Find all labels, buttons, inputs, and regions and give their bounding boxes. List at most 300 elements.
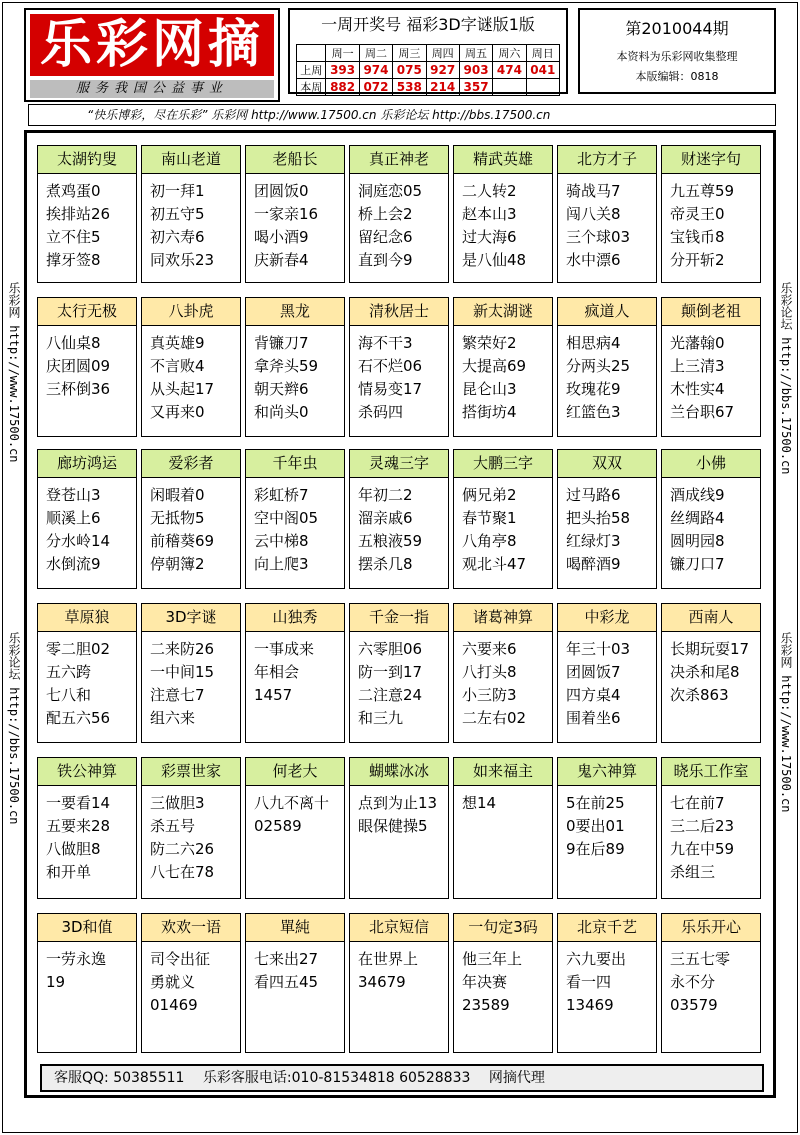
puzzle-cell	[557, 449, 657, 589]
puzzle-line: 配五六56	[46, 709, 111, 727]
puzzle-cell	[349, 913, 449, 1053]
draw-day-header: 周五	[459, 45, 492, 62]
puzzle-cell-title: 真正神老	[350, 146, 448, 174]
puzzle-line: 观北斗47	[462, 555, 527, 573]
puzzle-line: 闯八关8	[566, 205, 621, 223]
puzzle-line: 云中梯8	[254, 532, 309, 550]
puzzle-grid	[24, 130, 776, 1098]
puzzle-cell-title: 诸葛神算	[454, 604, 552, 632]
puzzle-cell	[661, 449, 761, 589]
puzzle-line: 03579	[670, 996, 718, 1014]
footer-bar	[40, 1064, 764, 1092]
puzzle-cell-body	[350, 174, 448, 272]
puzzle-line: 一中间15	[150, 663, 215, 681]
puzzle-line: 一家亲16	[254, 205, 319, 223]
draw-number: 357	[459, 79, 492, 96]
puzzle-line: 和三九	[358, 709, 404, 727]
puzzle-line: 02589	[254, 817, 302, 835]
puzzle-cell	[141, 145, 241, 283]
puzzle-line: 初五守5	[150, 205, 205, 223]
puzzle-line: 九在中59	[670, 840, 735, 858]
puzzle-cell-body	[662, 478, 760, 576]
puzzle-line: 5在前25	[566, 794, 625, 812]
puzzle-cell-title: 草原狼	[38, 604, 136, 632]
side-link-right-bottom: 乐彩网 http://www.17500.cn	[779, 632, 793, 813]
puzzle-line: 洞庭恋05	[358, 182, 423, 200]
puzzle-line: 分水岭14	[46, 532, 111, 550]
puzzle-line: 八打头8	[462, 663, 517, 681]
puzzle-cell	[453, 297, 553, 437]
puzzle-cell	[349, 145, 449, 283]
puzzle-line: 想14	[462, 794, 497, 812]
puzzle-cell	[141, 297, 241, 437]
puzzle-line: 一要看14	[46, 794, 111, 812]
puzzle-line: 三个球03	[566, 228, 631, 246]
puzzle-line: 六要来6	[462, 640, 517, 658]
puzzle-line: 红篮色3	[566, 403, 621, 421]
puzzle-cell-title: 新太湖谜	[454, 298, 552, 326]
side-link-left-bottom: 乐彩论坛 http://bbs.17500.cn	[7, 632, 21, 825]
puzzle-cell-body	[662, 786, 760, 884]
logo	[24, 8, 280, 102]
puzzle-cell-title: 3D字谜	[142, 604, 240, 632]
puzzle-cell-title: 铁公神算	[38, 758, 136, 786]
puzzle-line: 九五尊59	[670, 182, 735, 200]
issue-number: 第2010044期	[625, 19, 729, 38]
puzzle-line: 点到为止13	[358, 794, 438, 812]
puzzle-line: 是八仙48	[462, 251, 527, 269]
puzzle-line: 杀五号	[150, 817, 196, 835]
puzzle-line: 顺溪上6	[46, 509, 101, 527]
side-link-left-top: 乐彩网 http://www.17500.cn	[7, 282, 21, 463]
puzzle-line: 过大海6	[462, 228, 517, 246]
puzzle-cell-body	[246, 786, 344, 838]
puzzle-cell-body	[246, 326, 344, 424]
puzzle-line: 俩兄弟2	[462, 486, 517, 504]
draw-day-header: 周二	[359, 45, 392, 62]
puzzle-line: 注意七7	[150, 686, 205, 704]
puzzle-cell-body	[350, 786, 448, 838]
puzzle-line: 杀码四	[358, 403, 404, 421]
puzzle-cell-title: 颠倒老祖	[662, 298, 760, 326]
puzzle-cell-title: 3D和值	[38, 914, 136, 942]
puzzle-line: 从头起17	[150, 380, 215, 398]
puzzle-line: 情易变17	[358, 380, 423, 398]
puzzle-line: 水中漂6	[566, 251, 621, 269]
puzzle-cell	[245, 757, 345, 899]
puzzle-cell-body	[558, 478, 656, 576]
puzzle-line: 组六来	[150, 709, 196, 727]
puzzle-cell-body	[246, 632, 344, 707]
puzzle-line: 背镰刀7	[254, 334, 309, 352]
puzzle-cell-body	[38, 478, 136, 576]
puzzle-cell	[349, 449, 449, 589]
puzzle-cell-title: 中彩龙	[558, 604, 656, 632]
puzzle-line: 酒成线9	[670, 486, 725, 504]
puzzle-cell-body	[38, 174, 136, 272]
puzzle-line: 空中阁05	[254, 509, 319, 527]
puzzle-line: 1457	[254, 686, 293, 704]
puzzle-line: 喝醉酒9	[566, 555, 621, 573]
puzzle-line: 次杀863	[670, 686, 729, 704]
puzzle-cell-body	[38, 942, 136, 994]
puzzle-line: 红绿灯3	[566, 532, 621, 550]
puzzle-line: 直到今9	[358, 251, 413, 269]
puzzle-cell-title: 太湖钓叟	[38, 146, 136, 174]
puzzle-cell-body	[454, 632, 552, 730]
puzzle-cell-body	[246, 174, 344, 272]
draw-results-box	[288, 8, 568, 94]
puzzle-line: 看一四	[566, 973, 612, 991]
draw-number	[493, 79, 526, 96]
puzzle-line: 同欢乐23	[150, 251, 215, 269]
puzzle-line: 丝绸路4	[670, 509, 725, 527]
puzzle-line: 13469	[566, 996, 614, 1014]
puzzle-line: 19	[46, 973, 66, 991]
puzzle-line: 杀组三	[670, 863, 716, 881]
puzzle-cell	[141, 449, 241, 589]
puzzle-cell-body	[662, 942, 760, 1017]
puzzle-cell	[453, 145, 553, 283]
puzzle-line: 和开单	[46, 863, 92, 881]
puzzle-line: 分两头25	[566, 357, 631, 375]
puzzle-line: 兰台职67	[670, 403, 735, 421]
footer-agent: 网摘代理	[488, 1070, 545, 1086]
puzzle-cell	[661, 297, 761, 437]
puzzle-cell-body	[38, 632, 136, 730]
puzzle-cell	[557, 603, 657, 743]
puzzle-line: 五六跨	[46, 663, 92, 681]
puzzle-cell-body	[350, 942, 448, 994]
draw-day-header: 周三	[393, 45, 426, 62]
puzzle-cell-title: 大鹏三字	[454, 450, 552, 478]
puzzle-line: 六九要出	[566, 950, 627, 968]
puzzle-line: 团圆饭7	[566, 663, 621, 681]
puzzle-line: 搭街坊4	[462, 403, 517, 421]
draw-number: 538	[393, 79, 426, 96]
puzzle-line: 立不住5	[46, 228, 101, 246]
puzzle-cell	[557, 145, 657, 283]
puzzle-cell-title: 八卦虎	[142, 298, 240, 326]
puzzle-line: 9在后89	[566, 840, 625, 858]
puzzle-line: 大提高69	[462, 357, 527, 375]
puzzle-line: 撑牙签8	[46, 251, 101, 269]
puzzle-line: 上三清3	[670, 357, 725, 375]
puzzle-cell	[37, 913, 137, 1053]
puzzle-cell-body	[350, 632, 448, 730]
puzzle-line: 四方桌4	[566, 686, 621, 704]
puzzle-cell-body	[454, 478, 552, 576]
puzzle-line: 团圆饭0	[254, 182, 309, 200]
puzzle-cell-title: 灵魂三字	[350, 450, 448, 478]
puzzle-cell	[245, 449, 345, 589]
puzzle-line: 向上爬3	[254, 555, 309, 573]
puzzle-cell	[245, 297, 345, 437]
puzzle-line: 防一到17	[358, 663, 423, 681]
puzzle-line: 和尚头0	[254, 403, 309, 421]
puzzle-line: 溜亲戚6	[358, 509, 413, 527]
puzzle-cell	[557, 757, 657, 899]
puzzle-cell-body	[142, 174, 240, 272]
logo-slogan: 服务我国公益事业	[30, 80, 274, 98]
puzzle-line: 八做胆8	[46, 840, 101, 858]
puzzle-line: 分开斩2	[670, 251, 725, 269]
puzzle-line: 煮鸡蛋0	[46, 182, 101, 200]
puzzle-line: 在世界上	[358, 950, 419, 968]
puzzle-cell-body	[246, 942, 344, 994]
draw-number: 474	[493, 62, 526, 79]
issue-editor: 本版编辑：0818	[635, 70, 719, 83]
draw-day-header: 周六	[493, 45, 526, 62]
footer-phone: 乐彩客服电话:010-81534818 60528833	[202, 1070, 471, 1086]
puzzle-cell-body	[558, 942, 656, 1017]
puzzle-line: 骑战马7	[566, 182, 621, 200]
puzzle-cell-body	[142, 786, 240, 884]
puzzle-cell	[661, 757, 761, 899]
puzzle-cell	[557, 913, 657, 1053]
puzzle-line: 停朝簿2	[150, 555, 205, 573]
puzzle-line: 拿斧头59	[254, 357, 319, 375]
puzzle-line: 繁荣好2	[462, 334, 517, 352]
puzzle-cell-title: 财迷字句	[662, 146, 760, 174]
puzzle-line: 一劳永逸	[46, 950, 107, 968]
puzzle-line: 宝钱币8	[670, 228, 725, 246]
puzzle-line: 眼保健操5	[358, 817, 428, 835]
puzzle-cell-title: 山独秀	[246, 604, 344, 632]
puzzle-cell-body	[558, 174, 656, 272]
puzzle-line: 01469	[150, 996, 198, 1014]
draw-row-label: 本周	[297, 79, 326, 96]
draw-number	[526, 79, 559, 96]
puzzle-line: 桥上会2	[358, 205, 413, 223]
puzzle-cell	[453, 913, 553, 1053]
puzzle-cell-title: 乐乐开心	[662, 914, 760, 942]
puzzle-cell-body	[38, 326, 136, 401]
puzzle-line: 23589	[462, 996, 510, 1014]
puzzle-line: 二人转2	[462, 182, 517, 200]
puzzle-line: 初六寿6	[150, 228, 205, 246]
draw-number: 041	[526, 62, 559, 79]
logo-text: 乐彩网摘	[30, 14, 274, 76]
puzzle-cell-title: 清秋居士	[350, 298, 448, 326]
puzzle-line: 勇就义	[150, 973, 196, 991]
puzzle-line: 看四五45	[254, 973, 319, 991]
puzzle-line: 玫瑰花9	[566, 380, 621, 398]
puzzle-cell-body	[558, 326, 656, 424]
puzzle-line: 帝灵王0	[670, 205, 725, 223]
puzzle-cell-title: 鬼六神算	[558, 758, 656, 786]
puzzle-line: 司令出征	[150, 950, 211, 968]
puzzle-cell-body	[350, 478, 448, 576]
puzzle-cell-title: 千金一指	[350, 604, 448, 632]
draw-header-corner	[297, 45, 326, 62]
puzzle-line: 昆仑山3	[462, 380, 517, 398]
puzzle-cell	[245, 603, 345, 743]
puzzle-line: 石不烂06	[358, 357, 423, 375]
puzzle-cell-body	[38, 786, 136, 884]
puzzle-line: 留纪念6	[358, 228, 413, 246]
draw-results-table	[296, 44, 560, 96]
draw-day-header: 周四	[426, 45, 459, 62]
puzzle-line: 年决赛	[462, 973, 508, 991]
puzzle-line: 34679	[358, 973, 406, 991]
puzzle-cell-title: 爱彩者	[142, 450, 240, 478]
puzzle-cell-title: 一句定3码	[454, 914, 552, 942]
puzzle-cell	[349, 297, 449, 437]
puzzle-cell-title: 太行无极	[38, 298, 136, 326]
puzzle-line: 过马路6	[566, 486, 621, 504]
puzzle-line: 三做胆3	[150, 794, 205, 812]
puzzle-cell-title: 蝴蝶冰冰	[350, 758, 448, 786]
puzzle-line: 五要来28	[46, 817, 111, 835]
puzzle-line: 又再来0	[150, 403, 205, 421]
puzzle-line: 朝天辫6	[254, 380, 309, 398]
puzzle-cell	[661, 145, 761, 283]
puzzle-line: 七来出27	[254, 950, 319, 968]
puzzle-line: 八仙桌8	[46, 334, 101, 352]
issue-info-box	[578, 8, 776, 94]
puzzle-cell-body	[558, 786, 656, 861]
puzzle-line: 赵本山3	[462, 205, 517, 223]
draw-day-header: 周日	[526, 45, 559, 62]
puzzle-line: 小三防3	[462, 686, 517, 704]
puzzle-cell	[349, 603, 449, 743]
puzzle-cell-body	[662, 632, 760, 707]
side-link-right-top: 乐彩论坛 http://bbs.17500.cn	[779, 282, 793, 475]
puzzle-line: 年初二2	[358, 486, 413, 504]
puzzle-line: 闲暇着0	[150, 486, 205, 504]
puzzle-cell-title: 北京千艺	[558, 914, 656, 942]
puzzle-cell-body	[662, 326, 760, 424]
puzzle-line: 镰刀口7	[670, 555, 725, 573]
puzzle-line: 八七在78	[150, 863, 215, 881]
draw-number: 974	[359, 62, 392, 79]
draw-row-label: 上周	[297, 62, 326, 79]
puzzle-cell-body	[142, 632, 240, 730]
puzzle-cell-body	[454, 174, 552, 272]
puzzle-cell-title: 如来福主	[454, 758, 552, 786]
puzzle-cell	[37, 145, 137, 283]
puzzle-cell-title: 晓乐工作室	[662, 758, 760, 786]
puzzle-line: 长期玩耍17	[670, 640, 750, 658]
puzzle-line: 六零胆06	[358, 640, 423, 658]
puzzle-cell	[37, 449, 137, 589]
puzzle-cell-body	[454, 942, 552, 1017]
puzzle-line: 庆新春4	[254, 251, 309, 269]
puzzle-line: 前稽葵69	[150, 532, 215, 550]
puzzle-cell-title: 老船长	[246, 146, 344, 174]
puzzle-cell	[245, 913, 345, 1053]
puzzle-cell	[661, 913, 761, 1053]
puzzle-cell-title: 双双	[558, 450, 656, 478]
puzzle-cell	[37, 603, 137, 743]
puzzle-line: 防二六26	[150, 840, 215, 858]
puzzle-line: 年相会	[254, 663, 300, 681]
puzzle-cell-title: 疯道人	[558, 298, 656, 326]
puzzle-line: 不言败4	[150, 357, 205, 375]
draw-number: 393	[326, 62, 359, 79]
puzzle-cell-body	[454, 786, 552, 815]
puzzle-line: 五粮液59	[358, 532, 423, 550]
puzzle-line: 无抵物5	[150, 509, 205, 527]
puzzle-line: 永不分	[670, 973, 716, 991]
puzzle-cell-title: 何老大	[246, 758, 344, 786]
puzzle-line: 水倒流9	[46, 555, 101, 573]
puzzle-line: 挨排站26	[46, 205, 111, 223]
puzzle-cell-body	[246, 478, 344, 576]
puzzle-line: 初一拜1	[150, 182, 205, 200]
puzzle-line: 八九不离十	[254, 794, 330, 812]
puzzle-line: 把头抬58	[566, 509, 631, 527]
puzzle-cell-title: 彩票世家	[142, 758, 240, 786]
puzzle-cell	[37, 297, 137, 437]
puzzle-cell-body	[454, 326, 552, 424]
puzzle-line: 彩虹桥7	[254, 486, 309, 504]
puzzle-line: 三二后23	[670, 817, 735, 835]
puzzle-cell	[141, 757, 241, 899]
puzzle-line: 七在前7	[670, 794, 725, 812]
draw-number: 214	[426, 79, 459, 96]
puzzle-cell-title: 黑龙	[246, 298, 344, 326]
puzzle-line: 他三年上	[462, 950, 523, 968]
puzzle-line: 一事成来	[254, 640, 315, 658]
puzzle-cell-title: 欢欢一语	[142, 914, 240, 942]
draw-results-title: 一周开奖号 福彩3D字谜版1版	[321, 15, 535, 34]
puzzle-cell-title: 南山老道	[142, 146, 240, 174]
puzzle-line: 二注意24	[358, 686, 423, 704]
puzzle-line: 相思病4	[566, 334, 621, 352]
puzzle-cell-body	[662, 174, 760, 272]
puzzle-line: 庆团圆09	[46, 357, 111, 375]
puzzle-cell	[453, 449, 553, 589]
puzzle-cell-title: 北京短信	[350, 914, 448, 942]
puzzle-cell-title: 精武英雄	[454, 146, 552, 174]
puzzle-cell-title: 西南人	[662, 604, 760, 632]
puzzle-cell-title: 北方才子	[558, 146, 656, 174]
puzzle-cell	[453, 757, 553, 899]
puzzle-cell-title: 廊坊鸿运	[38, 450, 136, 478]
puzzle-line: 真英雄9	[150, 334, 205, 352]
draw-number: 075	[393, 62, 426, 79]
puzzle-line: 八角亭8	[462, 532, 517, 550]
puzzle-line: 圆明园8	[670, 532, 725, 550]
draw-number: 882	[326, 79, 359, 96]
puzzle-cell	[557, 297, 657, 437]
footer-qq: 客服QQ: 50385511	[54, 1070, 185, 1086]
puzzle-line: 光藩翰0	[670, 334, 725, 352]
draw-number: 927	[426, 62, 459, 79]
puzzle-line: 二来防26	[150, 640, 215, 658]
puzzle-line: 海不干3	[358, 334, 413, 352]
puzzle-cell-body	[142, 942, 240, 1017]
puzzle-line: 围着坐6	[566, 709, 621, 727]
puzzle-line: 三五七零	[670, 950, 731, 968]
puzzle-cell	[141, 913, 241, 1053]
puzzle-cell-title: 千年虫	[246, 450, 344, 478]
puzzle-line: 七八和	[46, 686, 92, 704]
puzzle-line: 零二胆02	[46, 640, 111, 658]
puzzle-cell-title: 單純	[246, 914, 344, 942]
slogan-bar: “快乐博彩，尽在乐彩” 乐彩网 http://www.17500.cn 乐彩论坛 http://bbs.17500.cn	[28, 104, 776, 126]
puzzle-line: 0要出01	[566, 817, 625, 835]
puzzle-cell	[453, 603, 553, 743]
puzzle-line: 喝小酒9	[254, 228, 309, 246]
puzzle-line: 年三十03	[566, 640, 631, 658]
issue-note: 本资料为乐彩网收集整理	[616, 50, 738, 63]
puzzle-cell-title: 小佛	[662, 450, 760, 478]
puzzle-cell	[37, 757, 137, 899]
puzzle-line: 木性实4	[670, 380, 725, 398]
